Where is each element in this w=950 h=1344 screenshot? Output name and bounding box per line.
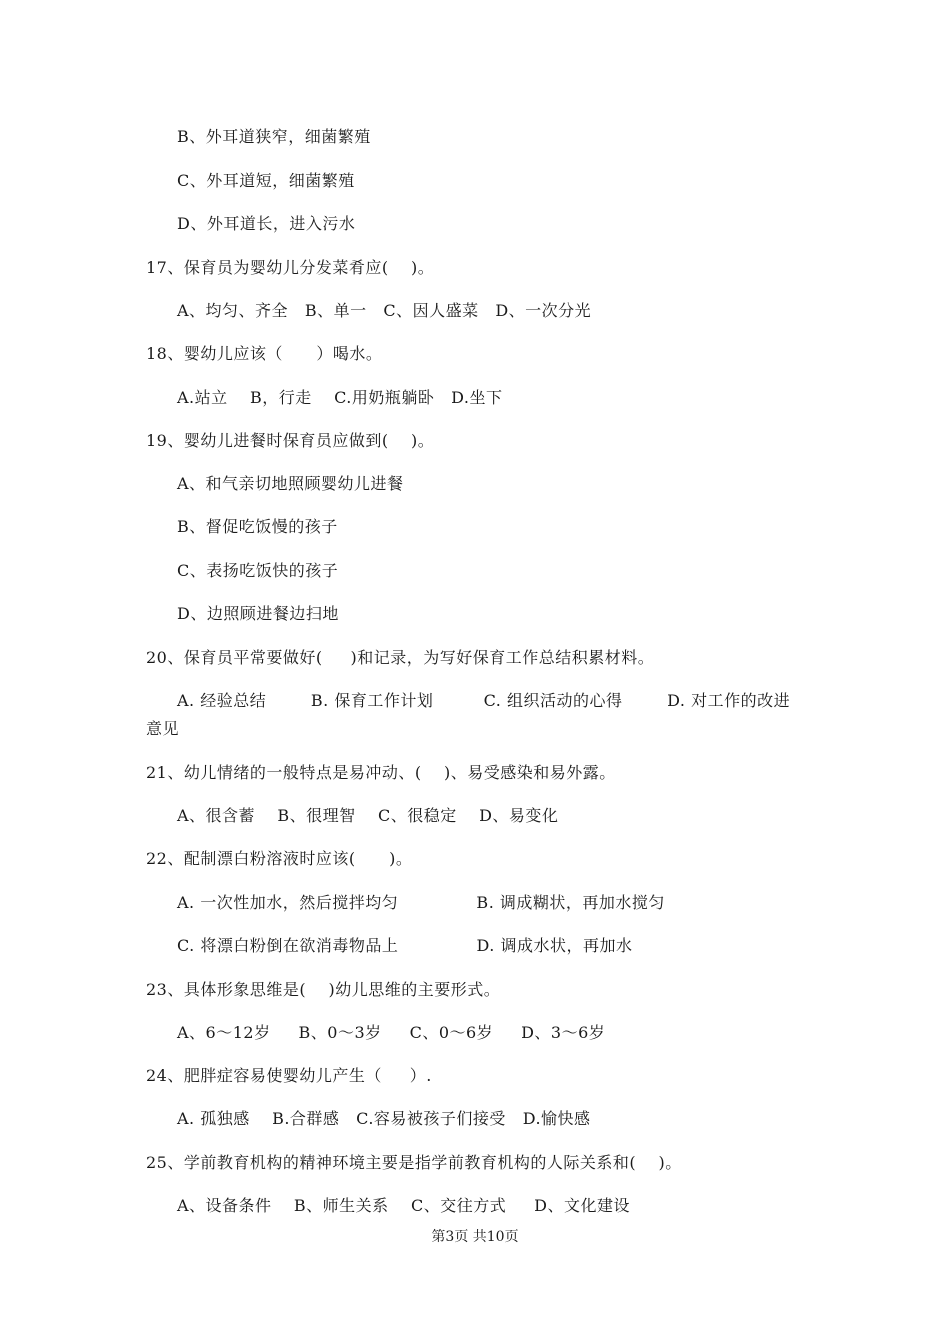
option-16-d: D、外耳道长，进入污水	[177, 214, 356, 233]
option-19-c: C、表扬吃饭快的孩子	[177, 561, 339, 580]
options-22-cd: C. 将漂白粉倒在欲消毒物品上 D. 调成水状，再加水	[177, 936, 633, 955]
options-23: A、6～12岁 B、0～3岁 C、0～6岁 D、3～6岁	[177, 1023, 606, 1042]
options-22-ab: A. 一次性加水，然后搅拌均匀 B. 调成糊状，再加水搅匀	[177, 893, 665, 912]
options-18: A.站立 B，行走 C.用奶瓶躺卧 D.坐下	[177, 388, 503, 407]
question-25: 25、学前教育机构的精神环境主要是指学前教育机构的人际关系和( )。	[146, 1153, 682, 1172]
page-footer: 第3页 共10页	[431, 1229, 519, 1245]
option-19-a: A、和气亲切地照顾婴幼儿进餐	[177, 474, 404, 493]
question-23: 23、具体形象思维是( )幼儿思维的主要形式。	[146, 980, 501, 999]
question-17: 17、保育员为婴幼儿分发菜肴应( )。	[146, 258, 435, 277]
question-19: 19、婴幼儿进餐时保育员应做到( )。	[146, 431, 435, 450]
question-18: 18、婴幼儿应该（ ）喝水。	[146, 344, 383, 363]
option-19-b: B、督促吃饭慢的孩子	[177, 517, 338, 536]
options-17: A、均匀、齐全 B、单一 C、因人盛菜 D、一次分光	[177, 301, 592, 320]
options-21: A、很含蓄 B、很理智 C、很稳定 D、易变化	[177, 806, 559, 825]
option-19-d: D、边照顾进餐边扫地	[177, 604, 339, 623]
options-25: A、设备条件 B、师生关系 C、交往方式 D、文化建设	[177, 1196, 631, 1215]
question-24: 24、肥胖症容易使婴幼儿产生（ ）.	[146, 1066, 432, 1085]
question-22: 22、配制漂白粉溶液时应该( )。	[146, 849, 413, 868]
question-20: 20、保育员平常要做好( )和记录，为写好保育工作总结积累材料。	[146, 648, 655, 667]
options-24: A. 孤独感 B.合群感 C.容易被孩子们接受 D.愉快感	[177, 1109, 591, 1128]
option-16-c: C、外耳道短，细菌繁殖	[177, 171, 355, 190]
question-21: 21、幼儿情绪的一般特点是易冲动、( )、易受感染和易外露。	[146, 763, 616, 782]
options-20-continued: 意见	[146, 719, 180, 738]
options-20: A. 经验总结 B. 保育工作计划 C. 组织活动的心得 D. 对工作的改进	[177, 691, 791, 710]
option-16-b: B、外耳道狭窄，细菌繁殖	[177, 127, 371, 146]
